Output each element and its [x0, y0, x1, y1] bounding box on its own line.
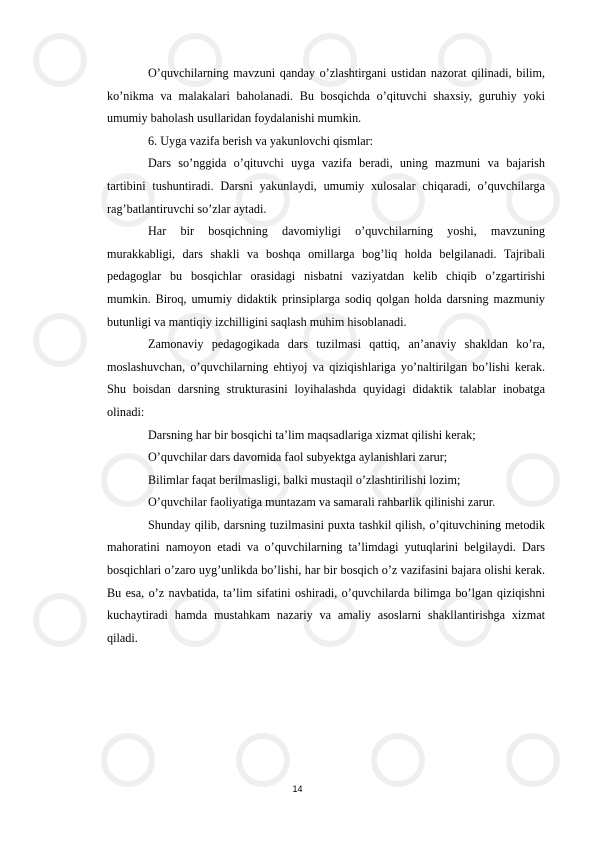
- list-item: O’quvchilar faoliyatiga muntazam va samarali rahbarlik qilinishi zarur.: [148, 495, 496, 510]
- paragraph: O’quvchilarning mavzuni qanday o’zlashtirgani ustidan nazorat qilinadi, bilim, ko’nikma va malakalari baholanadi. Bu bosqichda o’qituvchi shaxsiy, guruhiy yoki umumiy baholash usullaridan foydalanishi mumkin.: [107, 66, 545, 126]
- paragraph: Zamonaviy pedagogikada dars tuzilmasi qattiq, an’anaviy shakldan ko’ra, moslashuvchan, o’quvchilarning ehtiyoj va qiziqishlariga yo’naltirilgan bo’lishi kerak. Shu boisdan darsning strukturasini loyihalashda quyidagi didaktik talablar inobatga olinadi:: [107, 337, 545, 419]
- body-text: [107, 62, 545, 649]
- paragraph: Dars so’nggida o’qituvchi uyga vazifa beradi, uning mazmuni va bajarish tartibini tushuntiradi. Darsni yakunlaydi, umumiy xulosalar chiqaradi, o’quvchilarga rag’batlantiruvchi so’zlar aytadi.: [107, 156, 545, 216]
- paragraph: Har bir bosqichning davomiyligi o’quvchilarning yoshi, mavzuning murakkabligi, dars shakli va boshqa omillarga bog’liq holda belgilanadi. Tajribali pedagoglar bu bosqichlar orasidagi nisbatni vaziyatdan kelib chiqib o’zgartirishi mumkin. Biroq, umumiy didaktik prinsiplarga sodiq qolgan holda darsning mazmuniy butunligi va mantiqiy izchilligini saqlash muhim hisoblanadi.: [107, 224, 545, 329]
- section-heading: 6. Uyga vazifa berish va yakunlovchi qismlar:: [148, 133, 374, 148]
- list-item: Darsning har bir bosqichi ta’lim maqsadlariga xizmat qilishi kerak;: [148, 427, 476, 442]
- list-item: O’quvchilar dars davomida faol subyektga aylanishlari zarur;: [148, 450, 448, 465]
- paragraph: Shunday qilib, darsning tuzilmasini puxta tashkil qilish, o’qituvchining metodik mahoratini namoyon etadi va o’quvchilarning ta’limdagi yutuqlarini belgilaydi. Dars bosqichlari o’zaro uyg’unlikda bo’lishi, har bir bosqich o’z vazifasini bajara olishi kerak. Bu esa, o’z navbatida, ta’lim sifatini oshiradi, o’quvchilarda bilimga bo’lgan qiziqishni kuchaytiradi hamda mustahkam nazariy va amaliy asoslarni shakllantirishga xizmat qiladi.: [107, 517, 545, 645]
- list-item: Bilimlar faqat berilmasligi, balki mustaqil o’zlashtirilishi lozim;: [148, 472, 461, 487]
- page-number: 14: [292, 784, 303, 794]
